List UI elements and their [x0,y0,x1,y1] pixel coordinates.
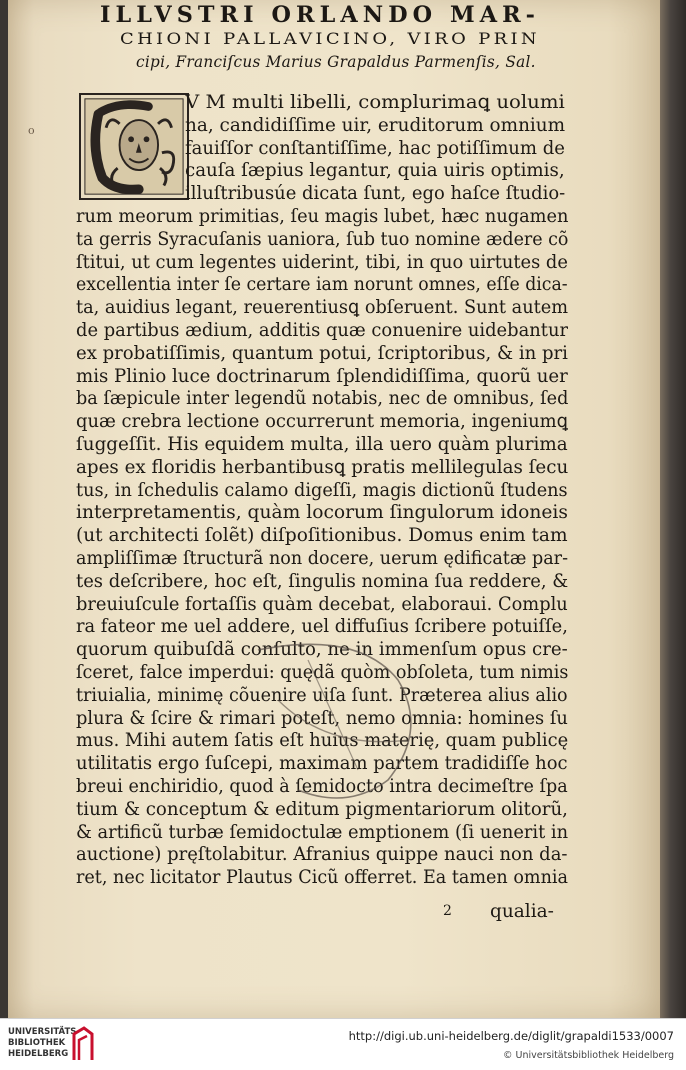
text-line: tus, in ſchedulis calamo digeſſi, magis dictionũ ſtudens [76,479,568,501]
text-line: tes deſcribere, hoc eſt, ſingulis nomina ſua reddere, & [76,570,568,592]
text-line: fauiſſor conſtantiſſime, hac potiſſimum de [185,137,565,159]
catchword: qualia- [490,901,554,922]
copyright-notice: © Universitätsbibliothek Heidelberg [502,1050,674,1061]
text-line: ſtitui, ut cum legentes uiderint, tibi, in quo uirtutes de [76,251,568,273]
text-line: na, candidiſſime uir, eruditorum omnium [185,114,565,136]
decorated-initial-c [79,93,189,200]
text-line: breuiuſcule fortaſſis quàm decebat, elaboraui. Complu [76,593,568,615]
text-line: ba ſæpicule inter legendũ notabis, nec de omnibus, ſed [76,388,568,410]
text-line: quorum quibuſdã conſulto, ne in immenſum opus cre- [76,639,568,661]
text-line: ta, auidius legant, reuerentiusꝗ obſeruent. Sunt autem [76,297,568,319]
library-name-line-1: UNIVERSITÄTS- [8,1027,80,1037]
text-line: ex probatiſſimis, quantum potui, ſcriptoribus, & in pri [76,342,568,364]
text-line: cauſa ſæpius legantur, quia uiris optimis, [185,160,565,182]
text-line: quæ crebra lectione occurrerunt memoria, ingeniumꝗ [76,411,568,433]
text-line: mis Plinio luce doctrinarum ſplendidiſſima, quorũ uer [76,365,568,387]
text-line: ampliſſimæ ſtructurã non docere, uerum ędificatæ par- [76,548,568,569]
text-line: & artificũ turbæ ſemidoctulæ emptionem (ſi uenerit in [76,821,568,843]
text-line: ra fateor me uel addere, uel diffuſius ſcribere potuiſſe, [76,616,568,638]
library-logo-text[interactable] [8,1027,80,1063]
text-line: ta gerris Syracuſanis uaniora, ſub tuo nomine ædere cõ [76,228,568,250]
text-line: illuſtribusúe dicata ſunt, ego haſce ſtudio- [185,183,565,205]
text-line: apes ex floridis herbantibusꝗ pratis mellilegulas ſecu [76,456,568,478]
text-line: de partibus ædium, additis quæ conuenire uidebantur [76,320,568,341]
woodcut-face-icon [81,95,187,198]
dedication-heading-line-3: cipi, Franciſcus Marius Grapaldus Parmenſis, Sal. [136,52,536,71]
text-line: triuialia, minimę cõuenire uiſa ſunt. Præterea alius alio [76,684,568,706]
margin-mark: o [28,124,35,137]
permalink-url[interactable]: http://digi.ub.uni-heidelberg.de/diglit/grapaldi1533/0007 [348,1029,674,1043]
signature-mark: 2 [443,903,452,919]
viewer-footer [0,1018,686,1070]
dedication-heading-line-1: ILLVSTRI ORLANDO MAR- [100,2,540,28]
text-line: (ut architecti ſolẽt) diſpoſitionibus. Domus enim tam [76,525,568,547]
dedication-heading-line-2: CHIONI PALLAVICINO, VIRO PRIN [120,29,540,48]
library-name-line-2: BIBLIOTHEK [8,1038,66,1048]
text-line: V M multi libelli, complurimaꝗ uolumi [185,92,565,113]
text-line: ret, nec licitator Plautus Cicũ offerret. Ea tamen omnia [76,867,568,889]
text-line: breui enchiridio, quod à ſemidocto intra decimeſtre ſpa [76,776,568,797]
text-line: tium & conceptum & editum pigmentariorum olitorũ, [76,798,568,820]
text-line: utilitatis ergo ſuſcepi, maximam partem tradidiſſe hoc [76,753,568,775]
text-line: auctione) pręſtolabitur. Afranius quippe nauci non da- [76,844,568,866]
library-logo-icon[interactable] [70,1026,96,1062]
text-line: interpretamentis, quàm locorum ſingulorum idoneis [76,502,568,524]
text-line: mus. Mihi autem ſatis eſt huius materię, quam publicę [76,730,568,752]
text-line: ſceret, falce imperdui: quędã quòm obſoleta, tum nimis [76,662,568,683]
page-edge [660,0,686,1018]
text-line: ſuggeſſit. His equidem multa, illa uero quàm plurima [76,434,568,455]
text-line: excellentia inter ſe certare iam norunt omnes, eſſe dica- [76,274,568,296]
text-line: rum meorum primitias, ſeu magis lubet, hæc nugamen [76,206,568,227]
library-name-line-3: HEIDELBERG [8,1049,69,1059]
text-line: plura & ſcire & rimari poteſt, nemo omnia: homines ſu [76,707,568,729]
book-page [8,0,660,1018]
